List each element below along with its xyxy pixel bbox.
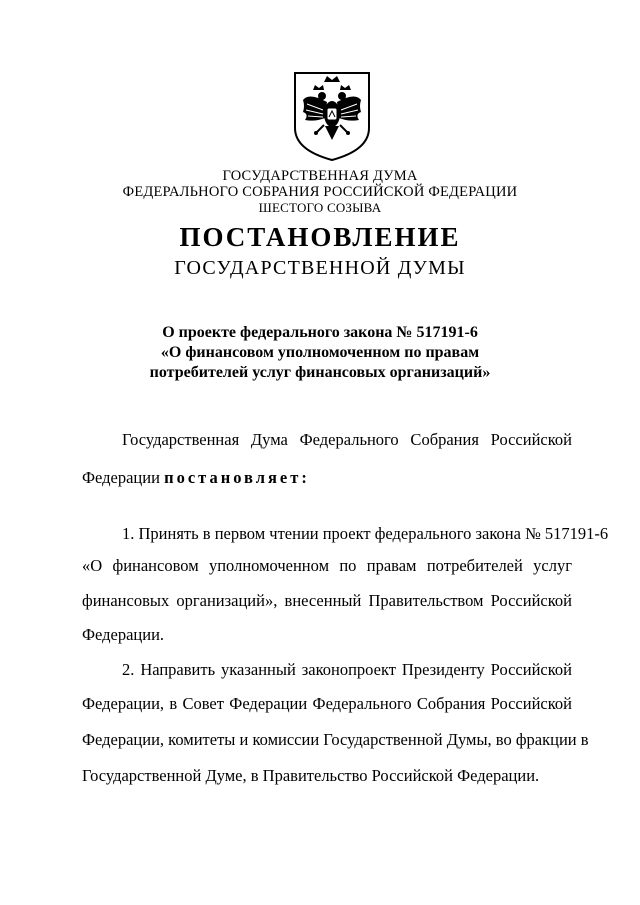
paragraph-3-line-3: Федерации, комитеты и комиссии Государственной Думы, во фракции в bbox=[82, 730, 589, 749]
paragraph-3-line-2: Федерации, в Совет Федерации Федерального Собрания Российской bbox=[82, 694, 572, 713]
subject-line-3: потребителей услуг финансовых организаций» bbox=[149, 364, 491, 381]
paragraph-1-federation: Федерации bbox=[82, 468, 165, 487]
subject-line-2: «О финансовом уполномоченном по правам bbox=[160, 344, 480, 361]
header-line-convocation: ШЕСТОГО СОЗЫВА bbox=[258, 200, 382, 215]
emblem-svg bbox=[291, 70, 373, 162]
paragraph-2-line-4: Федерации. bbox=[82, 625, 165, 644]
paragraph-2-line-1: 1. Принять в первом чтении проект федерального закона № 517191-6 bbox=[122, 524, 609, 543]
paragraph-1-line-2 bbox=[82, 468, 310, 488]
header-line-federal-assembly: ФЕДЕРАЛЬНОГО СОБРАНИЯ РОССИЙСКОЙ ФЕДЕРАЦИИ bbox=[122, 184, 518, 200]
paragraph-3-line-4: Государственной Думе, в Правительство Российской Федерации. bbox=[82, 766, 540, 785]
subject-line-1: О проекте федерального закона № 517191-6 bbox=[162, 324, 478, 341]
coat-of-arms-icon bbox=[291, 70, 373, 162]
paragraph-2-line-3: финансовых организаций», внесенный Правительством Российской bbox=[82, 591, 572, 610]
header-line-duma: ГОСУДАРСТВЕННАЯ ДУМА bbox=[222, 168, 418, 184]
document-title: ПОСТАНОВЛЕНИЕ bbox=[179, 222, 461, 252]
paragraph-1-line-1: Государственная Дума Федерального Собрания Российской bbox=[122, 430, 572, 449]
paragraph-2-line-2: «О финансовом уполномоченном по правам потребителей услуг bbox=[82, 556, 572, 575]
resolves-word: постановляет: bbox=[164, 468, 310, 487]
paragraph-3-line-1: 2. Направить указанный законопроект Президенту Российской bbox=[122, 660, 572, 679]
document-subtitle: ГОСУДАРСТВЕННОЙ ДУМЫ bbox=[174, 257, 466, 279]
